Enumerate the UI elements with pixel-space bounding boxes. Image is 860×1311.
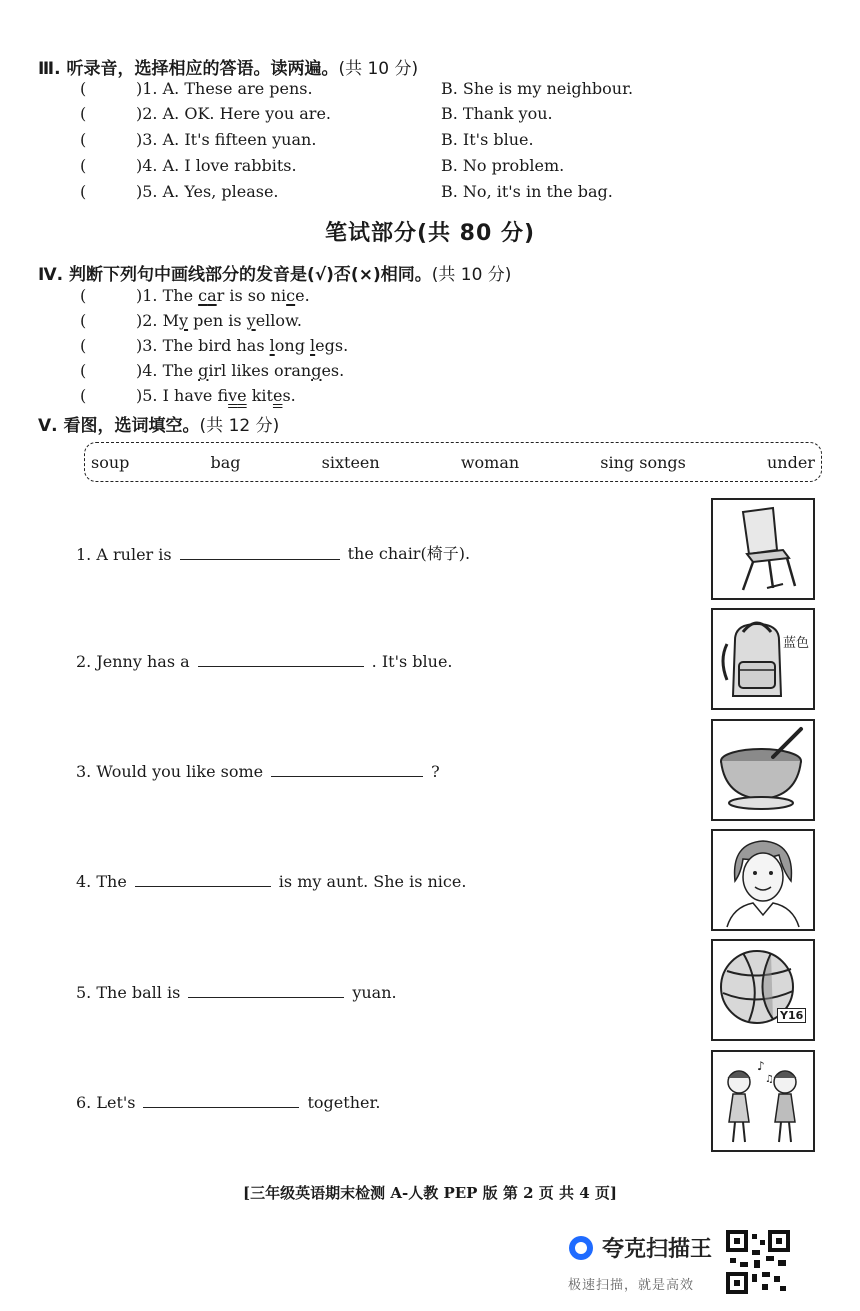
answer-blank[interactable]: ( bbox=[80, 386, 87, 405]
item-number: )5. bbox=[136, 386, 158, 405]
answer-line[interactable] bbox=[143, 1106, 299, 1108]
underlined-letters: e bbox=[237, 386, 247, 405]
sentence-part: es. bbox=[321, 361, 345, 380]
question-text: 3. Would you like some bbox=[76, 762, 264, 781]
sentence-part: The bird has bbox=[162, 336, 270, 355]
listening-item bbox=[80, 104, 331, 123]
question-text: 5. The ball is bbox=[76, 983, 181, 1002]
section-4-title bbox=[38, 260, 511, 285]
soup-bowl-icon bbox=[713, 721, 813, 819]
answer-blank[interactable]: ( bbox=[80, 336, 87, 355]
question-text: . It's blue. bbox=[371, 652, 453, 671]
option-a: A. It's fifteen yuan. bbox=[162, 130, 317, 149]
option-b: B. Thank you. bbox=[441, 104, 553, 123]
underlined-letters: y bbox=[246, 311, 256, 330]
option-b: B. No, it's in the bag. bbox=[441, 182, 613, 201]
svg-text:♪: ♪ bbox=[757, 1059, 765, 1073]
word-bank-item: bag bbox=[210, 452, 241, 472]
sentence-part: ellow. bbox=[255, 311, 302, 330]
price-tag: Y16 bbox=[777, 1008, 806, 1023]
option-a: A. These are pens. bbox=[162, 79, 313, 98]
sentence-part: kit bbox=[246, 386, 273, 405]
sentence-part: pen is bbox=[188, 311, 247, 330]
question-text: the chair(椅子). bbox=[347, 544, 471, 563]
word-bank-item: sing songs bbox=[600, 452, 686, 472]
phonics-item bbox=[80, 311, 302, 330]
phonics-item bbox=[80, 386, 296, 405]
answer-blank[interactable]: ( bbox=[80, 156, 87, 175]
section-5-title-text: Ⅴ. 看图，选词填空。 bbox=[38, 416, 200, 436]
section-3-title-text: Ⅲ. 听录音，选择相应的答语。读两遍。 bbox=[38, 59, 339, 79]
written-part-heading: 笔试部分(共 80 分) bbox=[324, 221, 536, 246]
fill-in-question bbox=[76, 652, 453, 671]
woman-icon bbox=[713, 831, 813, 929]
answer-line[interactable] bbox=[180, 558, 340, 560]
ball-picture bbox=[711, 939, 815, 1041]
word-bank-item: soup bbox=[91, 452, 130, 472]
listening-item bbox=[80, 156, 297, 175]
option-a: A. I love rabbits. bbox=[162, 156, 297, 175]
item-number: )1. bbox=[136, 286, 158, 305]
item-number: )1. bbox=[136, 79, 158, 98]
scanner-logo-icon bbox=[568, 1235, 594, 1261]
chair-icon bbox=[713, 500, 813, 598]
woman-picture bbox=[711, 829, 815, 931]
answer-blank[interactable]: ( bbox=[80, 79, 87, 98]
section-5-points: (共 12 分) bbox=[199, 416, 280, 436]
question-text: is my aunt. She is nice. bbox=[278, 872, 467, 891]
sentence-part: irl likes oran bbox=[208, 361, 312, 380]
option-b: B. It's blue. bbox=[441, 130, 534, 149]
underlined-letters: g bbox=[198, 361, 209, 380]
bag-picture bbox=[711, 608, 815, 710]
answer-blank[interactable]: ( bbox=[80, 104, 87, 123]
children-singing-icon bbox=[713, 1052, 813, 1150]
sentence-part: ong bbox=[274, 336, 311, 355]
question-text: yuan. bbox=[352, 983, 397, 1002]
sentence-part: egs. bbox=[315, 336, 349, 355]
chair-picture bbox=[711, 498, 815, 600]
item-number: )2. bbox=[136, 311, 158, 330]
item-number: )4. bbox=[136, 361, 158, 380]
answer-line[interactable] bbox=[271, 775, 423, 777]
section-4-title-text: Ⅳ. 判断下列句中画线部分的发音是(√)否(×)相同。 bbox=[38, 265, 432, 285]
item-number: )2. bbox=[136, 104, 158, 123]
sentence-part: The bbox=[162, 361, 199, 380]
scanner-slogan: 极速扫描，就是高效 bbox=[568, 1278, 695, 1293]
scanner-watermark bbox=[568, 1232, 712, 1263]
fill-in-question bbox=[76, 1093, 380, 1112]
question-text: ? bbox=[431, 762, 440, 781]
item-number: )5. bbox=[136, 182, 158, 201]
option-a: A. Yes, please. bbox=[162, 182, 279, 201]
sentence-part: r is so ni bbox=[216, 286, 287, 305]
underlined-letters: y bbox=[179, 311, 189, 330]
fill-in-question bbox=[76, 541, 470, 564]
page-footer: [三年级英语期末检测 A-人教 PEP 版 第 2 页 共 4 页] bbox=[243, 1184, 617, 1202]
fill-in-question bbox=[76, 872, 466, 891]
option-b: B. No problem. bbox=[441, 156, 565, 175]
question-text: 2. Jenny has a bbox=[76, 652, 190, 671]
item-number: )3. bbox=[136, 130, 158, 149]
fill-in-question bbox=[76, 762, 440, 781]
question-text: 4. The bbox=[76, 872, 127, 891]
item-number: )3. bbox=[136, 336, 158, 355]
question-text: 1. A ruler is bbox=[76, 545, 172, 564]
word-bank-item: sixteen bbox=[321, 452, 380, 472]
question-text: together. bbox=[307, 1093, 381, 1112]
bag-color-label: 蓝色 bbox=[783, 636, 810, 651]
underlined-letters: c bbox=[198, 286, 208, 305]
backpack-icon bbox=[713, 610, 813, 708]
word-bank-item: woman bbox=[460, 452, 520, 472]
word-bank bbox=[84, 442, 822, 482]
ball-icon bbox=[713, 941, 813, 1039]
option-a: A. OK. Here you are. bbox=[162, 104, 332, 123]
singing-picture bbox=[711, 1050, 815, 1152]
sentence-part: M bbox=[162, 311, 179, 330]
phonics-item bbox=[80, 336, 348, 355]
listening-item bbox=[80, 79, 313, 98]
answer-line[interactable] bbox=[135, 885, 271, 887]
listening-item bbox=[80, 130, 316, 149]
sentence-part: The bbox=[162, 286, 199, 305]
answer-line[interactable] bbox=[188, 996, 344, 998]
sentence-part: s. bbox=[282, 386, 296, 405]
phonics-item bbox=[80, 286, 310, 305]
answer-blank[interactable]: ( bbox=[80, 311, 87, 330]
qr-code bbox=[726, 1230, 790, 1294]
answer-blank[interactable]: ( bbox=[80, 286, 87, 305]
scanner-brand-name: 夸克扫描王 bbox=[602, 1237, 713, 1262]
answer-blank[interactable]: ( bbox=[80, 361, 87, 380]
sentence-part: I have fi bbox=[162, 386, 229, 405]
underlined-letters: c bbox=[286, 286, 296, 305]
section-3-title bbox=[38, 54, 418, 79]
section-4-points: (共 10 分) bbox=[431, 265, 512, 285]
sentence-part: e. bbox=[295, 286, 310, 305]
qr-code-icon bbox=[726, 1230, 790, 1294]
underlined-letters: l bbox=[310, 336, 316, 355]
phonics-item bbox=[80, 361, 344, 380]
underlined-letters: g bbox=[311, 361, 322, 380]
item-number: )4. bbox=[136, 156, 158, 175]
word-bank-item: under bbox=[766, 452, 815, 472]
listening-item bbox=[80, 182, 279, 201]
underlined-letters: a bbox=[207, 286, 217, 305]
underlined-letters: e bbox=[272, 386, 283, 405]
underlined-letters: v bbox=[228, 386, 238, 405]
underlined-letters: l bbox=[269, 336, 275, 355]
fill-in-question bbox=[76, 983, 397, 1002]
soup-picture bbox=[711, 719, 815, 821]
svg-text:♫: ♫ bbox=[765, 1074, 774, 1085]
option-b: B. She is my neighbour. bbox=[441, 79, 634, 98]
answer-line[interactable] bbox=[198, 665, 364, 667]
section-5-title bbox=[38, 411, 279, 436]
question-text: 6. Let's bbox=[76, 1093, 136, 1112]
answer-blank[interactable]: ( bbox=[80, 130, 87, 149]
answer-blank[interactable]: ( bbox=[80, 182, 87, 201]
section-3-points: (共 10 分) bbox=[338, 59, 419, 79]
